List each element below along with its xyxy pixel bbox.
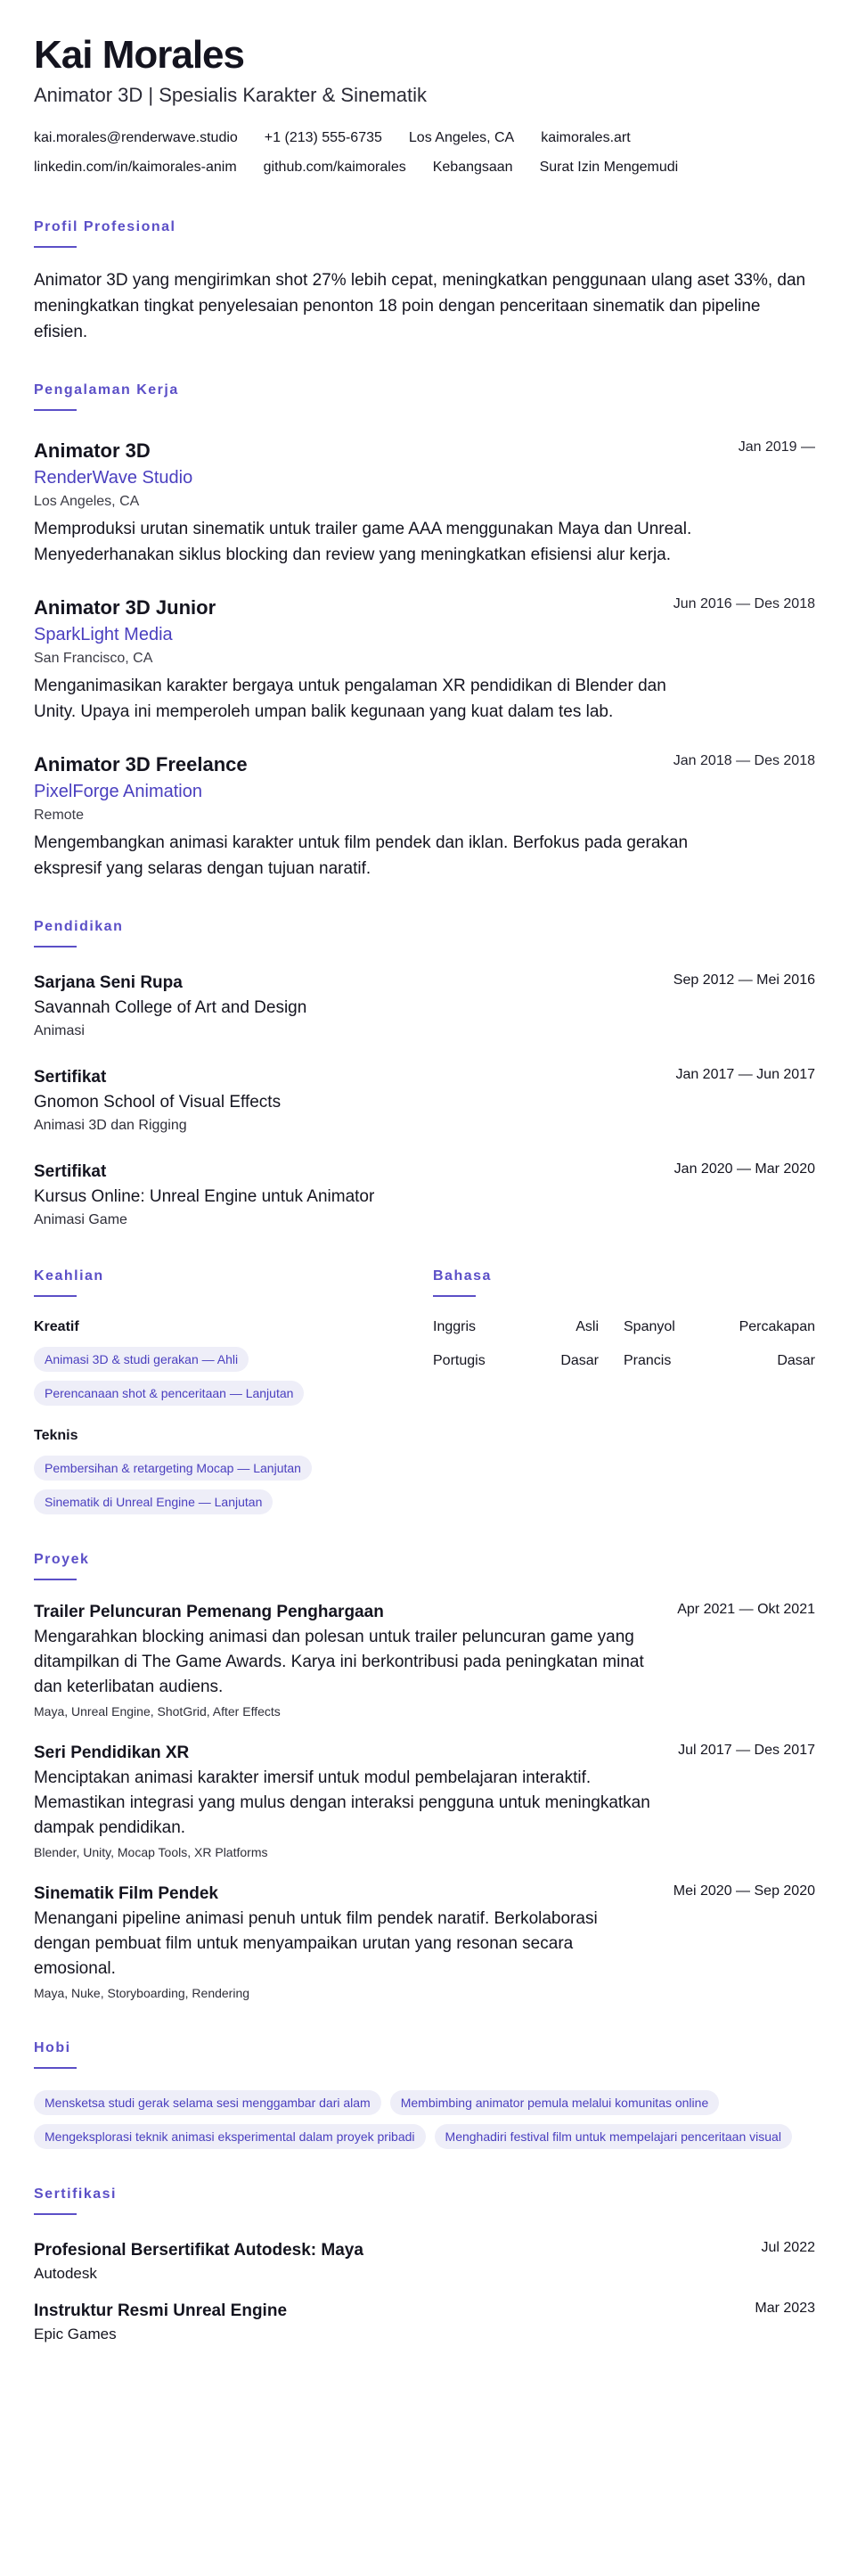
project-tools: Maya, Unreal Engine, ShotGrid, After Effects bbox=[34, 1704, 281, 1719]
section-title-hobbies: Hobi bbox=[34, 2040, 71, 2055]
education-section bbox=[34, 917, 815, 1231]
contact-list bbox=[34, 123, 800, 182]
skill-group bbox=[34, 1317, 433, 1406]
hobbies-section bbox=[34, 2039, 815, 2149]
education-degree: Sertifikat bbox=[34, 1068, 107, 1087]
skill-chip-list bbox=[34, 1447, 433, 1514]
contact-driving-license: Surat Izin Mengemudi bbox=[539, 160, 679, 175]
education-field: Animasi 3D dan Rigging bbox=[34, 1118, 187, 1133]
skill-chip: Animasi 3D & studi gerakan — Ahli bbox=[34, 1347, 249, 1372]
section-divider bbox=[34, 2067, 77, 2069]
education-entry bbox=[34, 1160, 815, 1231]
certification-issuer: Autodesk bbox=[34, 2265, 97, 2282]
language-name: Portugis bbox=[433, 1353, 486, 1368]
education-entry bbox=[34, 971, 815, 1042]
certifications-section bbox=[34, 2185, 815, 2345]
section-divider bbox=[34, 2213, 77, 2215]
contact-nationality: Kebangsaan bbox=[432, 160, 513, 175]
skills-languages-row bbox=[34, 1267, 815, 1514]
section-divider bbox=[433, 1295, 476, 1297]
certification-date: Mar 2023 bbox=[755, 2301, 815, 2316]
contact-linkedin[interactable]: linkedin.com/in/kaimorales-anim bbox=[34, 160, 237, 175]
project-description: Menciptakan animasi karakter imersif untuk modul pembelajaran interaktif. Memastikan integrasi yang mulus dengan interaksi pengguna untuk meningkatkan dampak pendidikan. bbox=[34, 1768, 650, 1837]
language-name: Spanyol bbox=[624, 1319, 675, 1334]
section-divider bbox=[34, 1579, 77, 1580]
language-item bbox=[611, 1350, 815, 1372]
project-tools: Blender, Unity, Mocap Tools, XR Platforms bbox=[34, 1845, 268, 1859]
skill-chip: Pembersihan & retargeting Mocap — Lanjutan bbox=[34, 1456, 312, 1481]
section-title-skills: Keahlian bbox=[34, 1268, 104, 1284]
experience-entry bbox=[34, 595, 815, 725]
hobby-chip: Mensketsa studi gerak selama sesi menggambar dari alam bbox=[34, 2090, 381, 2115]
languages-section bbox=[433, 1267, 815, 1514]
skill-chip: Perencanaan shot & penceritaan — Lanjutan bbox=[34, 1381, 304, 1406]
language-name: Inggris bbox=[433, 1319, 477, 1334]
skill-chip: Sinematik di Unreal Engine — Lanjutan bbox=[34, 1489, 273, 1514]
section-divider bbox=[34, 1295, 77, 1297]
education-school: Gnomon School of Visual Effects bbox=[34, 1093, 282, 1112]
education-degree: Sertifikat bbox=[34, 1162, 107, 1181]
language-level: Dasar bbox=[560, 1353, 599, 1368]
experience-date: Jun 2016 — Des 2018 bbox=[673, 596, 815, 611]
experience-entry bbox=[34, 751, 815, 882]
education-date: Sep 2012 — Mei 2016 bbox=[673, 972, 815, 988]
project-entry bbox=[34, 1600, 815, 1721]
project-date: Jul 2017 — Des 2017 bbox=[678, 1743, 815, 1758]
candidate-name: Kai Morales bbox=[34, 33, 244, 77]
education-entry bbox=[34, 1065, 815, 1136]
certification-issuer: Epic Games bbox=[34, 2326, 117, 2342]
language-name: Prancis bbox=[624, 1353, 672, 1368]
experience-section bbox=[34, 381, 815, 882]
language-item bbox=[433, 1350, 611, 1372]
experience-description: Menganimasikan karakter bergaya untuk pengalaman XR pendidikan di Blender dan Unity. Upaya ini memperoleh umpan balik kegunaan yang kuat dalam tes lab. bbox=[34, 677, 666, 721]
certification-entry bbox=[34, 2299, 815, 2345]
experience-company: SparkLight Media bbox=[34, 625, 173, 644]
certification-entry bbox=[34, 2238, 815, 2285]
experience-date: Jan 2018 — Des 2018 bbox=[673, 753, 815, 768]
experience-role: Animator 3D Freelance bbox=[34, 753, 248, 775]
language-item bbox=[433, 1317, 611, 1338]
project-title: Sinematik Film Pendek bbox=[34, 1884, 218, 1903]
contact-location: Los Angeles, CA bbox=[408, 130, 515, 145]
profile-summary: Animator 3D yang mengirimkan shot 27% lebih cepat, meningkatkan penggunaan ulang aset 33%, dan meningkatkan tingkat penyelesaian penonton 18 poin dengan penceritaan sinematik dan pipeline efisien. bbox=[34, 271, 806, 341]
experience-location: Remote bbox=[34, 808, 85, 823]
skill-chip-list bbox=[34, 1338, 433, 1406]
profile-section bbox=[34, 217, 815, 345]
project-date: Mei 2020 — Sep 2020 bbox=[673, 1883, 815, 1899]
language-level: Percakapan bbox=[739, 1319, 815, 1334]
contact-phone[interactable]: +1 (213) 555-6735 bbox=[264, 130, 382, 145]
experience-location: Los Angeles, CA bbox=[34, 494, 140, 509]
experience-location: San Francisco, CA bbox=[34, 651, 153, 666]
section-title-projects: Proyek bbox=[34, 1552, 90, 1567]
section-title-education: Pendidikan bbox=[34, 919, 124, 934]
skills-section bbox=[34, 1267, 433, 1514]
project-entry bbox=[34, 1882, 815, 2003]
section-title-profile: Profil Profesional bbox=[34, 219, 176, 234]
education-date: Jan 2020 — Mar 2020 bbox=[673, 1161, 815, 1177]
hobby-chip: Membimbing animator pemula melalui komunitas online bbox=[390, 2090, 720, 2115]
section-title-experience: Pengalaman Kerja bbox=[34, 382, 179, 398]
language-level: Asli bbox=[576, 1319, 599, 1334]
skill-group bbox=[34, 1425, 433, 1514]
experience-description: Memproduksi urutan sinematik untuk trailer game AAA menggunakan Maya dan Unreal. Menyederhanakan siklus blocking dan review yang meningkatkan efisiensi alur kerja. bbox=[34, 520, 692, 564]
experience-company: RenderWave Studio bbox=[34, 468, 193, 488]
section-divider bbox=[34, 246, 77, 248]
hobby-chip: Menghadiri festival film untuk mempelajari penceritaan visual bbox=[435, 2124, 792, 2149]
experience-description: Mengembangkan animasi karakter untuk film pendek dan iklan. Berfokus pada gerakan ekspresif yang selaras dengan tujuan naratif. bbox=[34, 833, 689, 878]
projects-section bbox=[34, 1550, 815, 2003]
education-date: Jan 2017 — Jun 2017 bbox=[675, 1067, 815, 1082]
language-item bbox=[611, 1317, 815, 1338]
section-title-certifications: Sertifikasi bbox=[34, 2186, 117, 2202]
project-title: Trailer Peluncuran Pemenang Penghargaan bbox=[34, 1603, 384, 1621]
certification-date: Jul 2022 bbox=[761, 2240, 815, 2255]
education-degree: Sarjana Seni Rupa bbox=[34, 973, 183, 992]
hobby-chip-list bbox=[34, 2081, 815, 2149]
candidate-headline: Animator 3D | Spesialis Karakter & Sinematik bbox=[34, 84, 427, 106]
language-list bbox=[433, 1317, 815, 1372]
skill-group-title: Teknis bbox=[34, 1428, 78, 1443]
contact-github[interactable]: github.com/kaimorales bbox=[263, 160, 406, 175]
experience-company: PixelForge Animation bbox=[34, 782, 202, 801]
skill-group-title: Kreatif bbox=[34, 1319, 79, 1334]
contact-email[interactable]: kai.morales@renderwave.studio bbox=[34, 130, 238, 145]
education-field: Animasi Game bbox=[34, 1212, 127, 1227]
experience-role: Animator 3D Junior bbox=[34, 596, 216, 619]
section-divider bbox=[34, 946, 77, 948]
project-description: Menangani pipeline animasi penuh untuk film pendek naratif. Berkolaborasi dengan pembuat film untuk menyampaikan urutan yang resonan secara emosional. bbox=[34, 1909, 598, 1978]
certification-name: Profesional Bersertifikat Autodesk: Maya bbox=[34, 2241, 363, 2260]
experience-date: Jan 2019 — bbox=[738, 439, 815, 455]
education-school: Savannah College of Art and Design bbox=[34, 998, 307, 1017]
project-entry bbox=[34, 1741, 815, 1862]
hobby-chip: Mengeksplorasi teknik animasi eksperimental dalam proyek pribadi bbox=[34, 2124, 426, 2149]
project-title: Seri Pendidikan XR bbox=[34, 1743, 190, 1762]
section-title-languages: Bahasa bbox=[433, 1268, 492, 1284]
education-school: Kursus Online: Unreal Engine untuk Animator bbox=[34, 1187, 375, 1206]
language-level: Dasar bbox=[777, 1353, 815, 1368]
contact-website[interactable]: kaimorales.art bbox=[541, 130, 631, 145]
experience-role: Animator 3D bbox=[34, 439, 151, 462]
certification-name: Instruktur Resmi Unreal Engine bbox=[34, 2301, 288, 2320]
education-field: Animasi bbox=[34, 1023, 85, 1038]
experience-entry bbox=[34, 438, 815, 568]
project-description: Mengarahkan blocking animasi dan polesan untuk trailer peluncuran game yang ditampilkan di The Game Awards. Karya ini berkontribusi pada peningkatan minat dan keterlibatan audiens. bbox=[34, 1628, 644, 1696]
project-tools: Maya, Nuke, Storyboarding, Rendering bbox=[34, 1986, 250, 2000]
project-date: Apr 2021 — Okt 2021 bbox=[677, 1602, 815, 1617]
section-divider bbox=[34, 409, 77, 411]
